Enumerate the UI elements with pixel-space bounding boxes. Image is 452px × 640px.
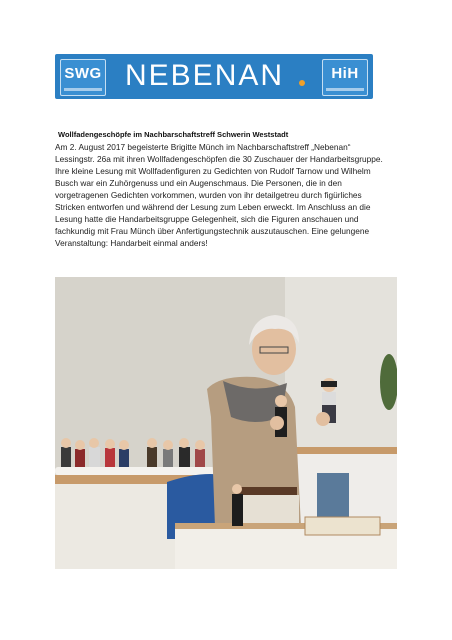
article-line: Veranstaltung: Handarbeit einmal anders! <box>55 238 208 248</box>
article-body <box>55 141 395 249</box>
photo-counter-top <box>290 447 397 454</box>
hih-logo-text: HiH <box>331 65 359 82</box>
photo-table-figure-head <box>232 484 242 494</box>
banner-title: NEBENAN <box>125 59 285 92</box>
article-line: Ihre kleine Lesung mit Wollfadenfiguren zu Gedichten von Rudolf Tarnow und Wilhelm <box>55 166 371 176</box>
photo-binders <box>317 473 349 518</box>
swg-logo <box>60 59 106 96</box>
hih-logo-subline <box>326 88 364 91</box>
article-line: fachkundig mit Frau Münch über Anfertigungstechnik auszutauschen. Eine gelungene <box>55 226 370 236</box>
article-line: Stricken entworfen und während der Lesung zum Leben erweckt. Im Anschluss an die <box>55 202 371 212</box>
article-line: Lessingstr. 26a mit ihren Wollfadengeschöpfen die 30 Zuschauer der Handarbeitsgruppe. <box>55 154 383 164</box>
article-heading: Wollfadengeschöpfe im Nachbarschaftstreff Schwerin Weststadt <box>58 130 289 139</box>
photo-table-figure-body <box>232 494 243 526</box>
newsletter-banner <box>55 54 373 99</box>
article-line: Lesung hatte die Handarbeitsgruppe Gelegenheit, sich die Figuren anschauen und <box>55 214 359 224</box>
swg-logo-text: SWG <box>64 65 102 82</box>
article-line: Busch war ein Zuhörgenuss und ein Augenschmaus. Die Personen, die in den <box>55 178 342 188</box>
swg-logo-subline <box>64 88 102 91</box>
hih-logo <box>322 59 368 96</box>
photo-woman-presenting-knitted-figures <box>55 277 397 569</box>
event-photo <box>55 277 397 569</box>
photo-book <box>305 517 380 535</box>
article-line: vorgetragenen Gedichten vorkommen, wurden von ihr detailgetreu durch figürliches <box>55 190 362 200</box>
banner-dot-icon <box>299 80 305 86</box>
article-line: Am 2. August 2017 begeisterte Brigitte Münch im Nachbarschaftstreff „Nebenan“ <box>55 142 351 152</box>
photo-wall-light <box>285 277 397 457</box>
